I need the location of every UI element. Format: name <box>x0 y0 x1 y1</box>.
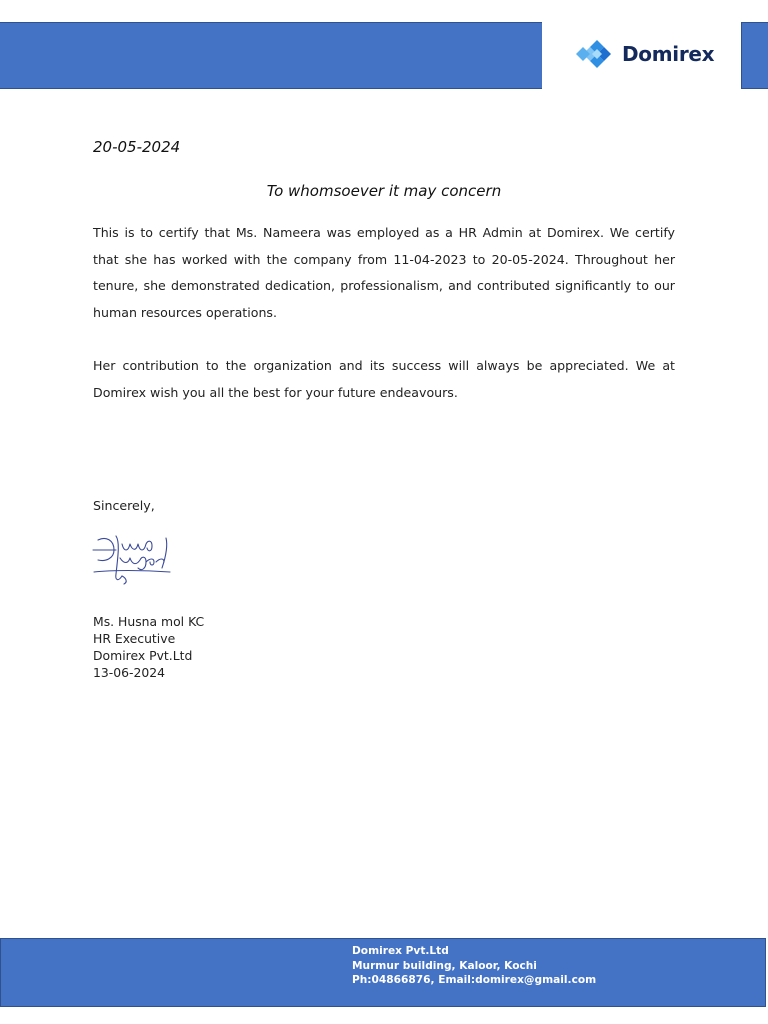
closing: Sincerely, <box>93 498 155 513</box>
header-band-right <box>741 22 768 89</box>
signatory-name: Ms. Husna mol KC <box>93 614 205 629</box>
signatory-title: HR Executive <box>93 631 176 646</box>
letter-date: 20-05-2024 <box>93 138 181 156</box>
signatory-company: Domirex Pvt.Ltd <box>93 648 193 663</box>
signatory-date: 13-06-2024 <box>93 665 166 680</box>
footer-address: Murmur building, Kaloor, Kochi <box>352 959 537 972</box>
signatory-block <box>93 613 204 681</box>
diamond-cluster-icon <box>572 39 616 69</box>
body-paragraph-2: Her contribution to the organization and its success will always be appreciated. We at Domirex wish you all the best for your future endeavours. <box>93 358 675 400</box>
brand-name: Domirex <box>622 42 715 66</box>
company-logo <box>572 38 714 70</box>
header-band-left <box>0 22 542 89</box>
footer-info <box>352 944 596 988</box>
footer-company: Domirex Pvt.Ltd <box>352 945 449 957</box>
signature <box>92 532 174 586</box>
body-paragraph-1: This is to certify that Ms. Nameera was employed as a HR Admin at Domirex. We certify that she has worked with the company from 11-04-2023 to 20-05-2024. Throughout her tenure, she demonstrated dedication, professionalism, and contributed significantly to our human resources operations. <box>93 225 675 321</box>
salutation: To whomsoever it may concern <box>266 182 502 200</box>
footer-contact: Ph:04866876, Email:domirex@gmail.com <box>352 974 597 987</box>
